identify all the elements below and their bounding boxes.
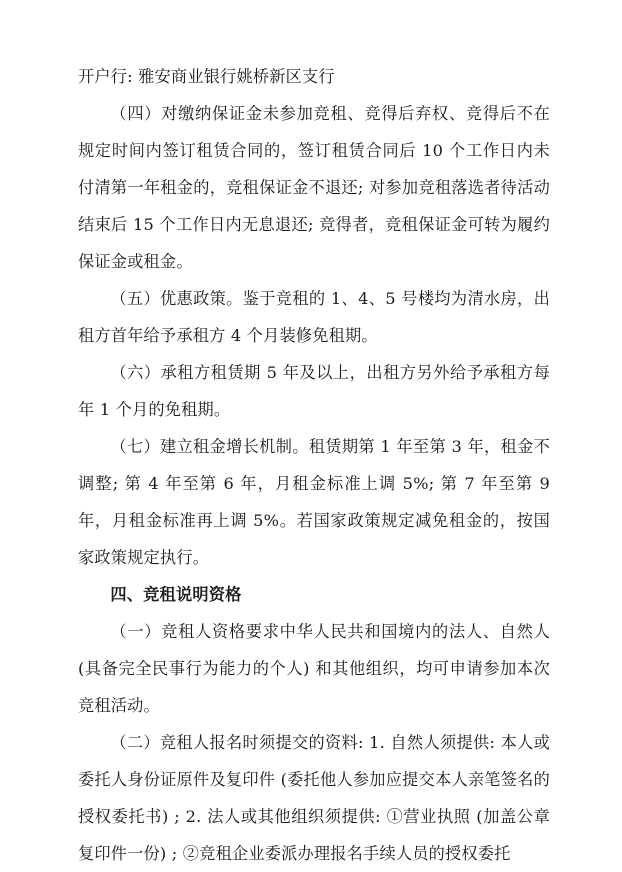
section-heading-four: 四、竞租说明资格 (110, 585, 242, 604)
clause-five-paragraph: （五）优惠政策。鉴于竞租的 1、4、5 号楼均为清水房，出租方首年给予承租方 4 个月装修免租期。 (78, 289, 550, 345)
clause-seven-paragraph: （七）建立租金增长机制。租赁期第 1 年至第 3 年，租金不调整; 第 4 年至第 6 年，月租金标准上调 5%; 第 7 年至第 9 年，月租金标准再上调 5%。若国家政策规定减免租金的，按国家政策规定执行。 (78, 437, 550, 567)
qualification-two-paragraph: （二）竞租人报名时须提交的资料: 1. 自然人须提供: 本人或委托人身份证原件及复印件 (委托他人参加应提交本人亲笔签名的授权委托书) ; 2. 法人或其他组织须提供: ①营业执照 (加盖公章复印件一份) ; ②竞租企业委派办理报名手续人员的授权委托 (78, 733, 550, 863)
document-body (78, 58, 550, 872)
qualification-one-paragraph: （一）竞租人资格要求中华人民共和国境内的法人、自然人 (具备完全民事行为能力的个人) 和其他组织，均可申请参加本次竞租活动。 (78, 622, 550, 715)
clause-six-paragraph: （六）承租方租赁期 5 年及以上，出租方另外给予承租方每年 1 个月的免租期。 (78, 363, 550, 419)
clause-four-paragraph: （四）对缴纳保证金未参加竞租、竞得后弃权、竞得后不在规定时间内签订租赁合同的，签订租赁合同后 10 个工作日内未付清第一年租金的，竞租保证金不退还; 对参加竞租落选者待活动结束后 15 个工作日内无息退还; 竞得者，竞租保证金可转为履约保证金或租金。 (78, 104, 550, 271)
bank-account-line: 开户行: 雅安商业银行姚桥新区支行 (78, 67, 335, 86)
